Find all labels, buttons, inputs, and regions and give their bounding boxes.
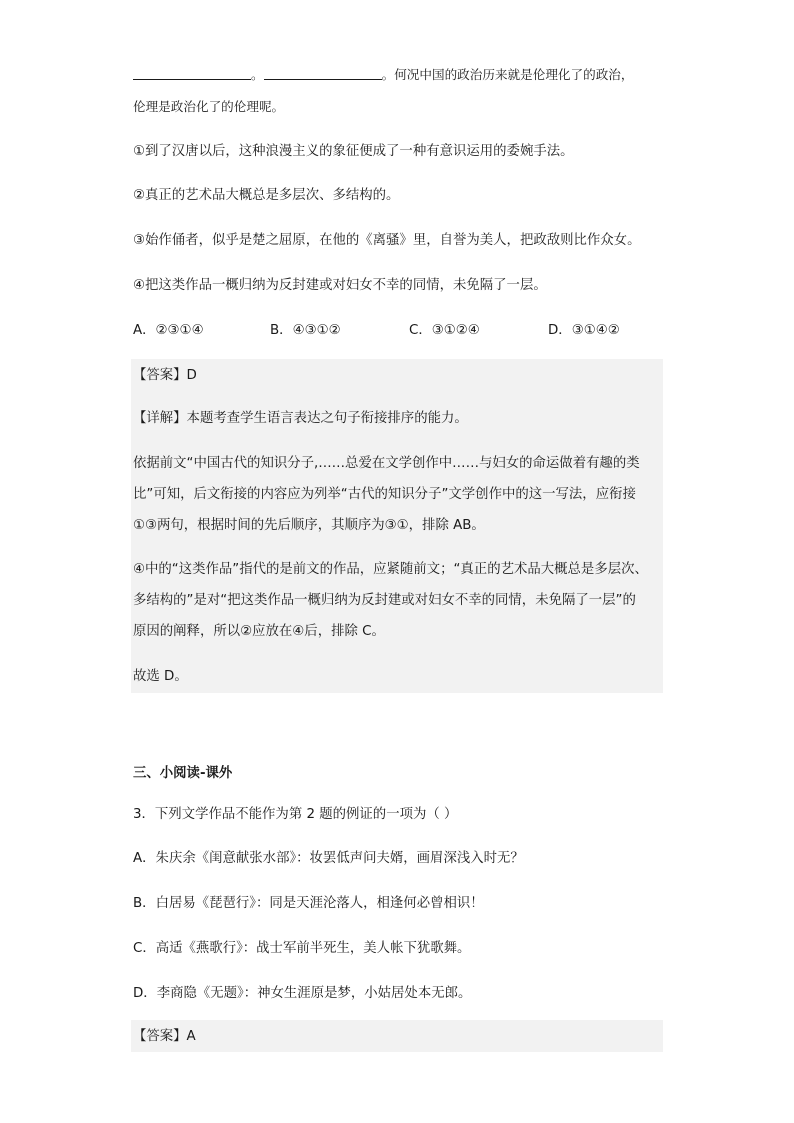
answer-label: 【答案】D <box>133 368 197 383</box>
section-heading: 三、小阅读-课外 <box>133 766 233 781</box>
explanation-line: ④中的“这类作品”指代的是前文的作品，应紧随前文；“真正的艺术品大概总是多层次、 <box>133 562 648 577</box>
q3-option-c: C．高适《燕歌行》：战士军前半死生，美人帐下犹歌舞。 <box>133 941 471 956</box>
answer-blank-2 <box>264 66 382 80</box>
option-d: D．③①④② <box>548 323 620 338</box>
q3-option-a: A．朱庆余《闺意献张水部》：妆罢低声问夫婿，画眉深浅入时无？ <box>133 851 524 866</box>
explanation-line: 原因的阐释，所以②应放在④后，排除 C。 <box>133 624 385 639</box>
sentence-1: ①到了汉唐以后，这种浪漫主义的象征便成了一种有意识运用的委婉手法。 <box>133 144 574 159</box>
answer-blank-1 <box>133 66 251 80</box>
sentence-4: ④把这类作品一概归纳为反封建或对妇女不幸的同情，未免隔了一层。 <box>133 278 547 293</box>
explanation-line: ①③两句，根据时间的先后顺序，其顺序为③①，排除 AB。 <box>133 518 485 533</box>
sentence-2: ②真正的艺术品大概总是多层次、多结构的。 <box>133 188 400 203</box>
q3-option-d: D．李商隐《无题》：神女生涯原是梦，小姑居处本无郎。 <box>133 986 472 1001</box>
sentence-3: ③始作俑者，似乎是楚之屈原，在他的《离骚》里，自誉为美人，把政敌则比作众女。 <box>133 233 641 248</box>
intro-text: 。何况中国的政治历来就是伦理化了的政治， <box>381 67 634 82</box>
option-b: B．④③①② <box>270 323 341 338</box>
explanation-line: 多结构的”是对“把这类作品一概归纳为反封建或对妇女不幸的同情，未免隔了一层”的 <box>133 593 636 608</box>
option-a: A．②③①④ <box>133 323 204 338</box>
explanation-line: 比”可知，后文衔接的内容应为列举“古代的知识分子”文学创作中的这一写法，应衔接 <box>133 487 636 502</box>
option-c: C．③①②④ <box>409 323 480 338</box>
q2-options <box>133 320 663 342</box>
q3-option-b: B．白居易《琵琶行》：同是天涯沦落人，相逢何必曾相识！ <box>133 896 484 911</box>
conclusion: 故选 D。 <box>133 669 188 684</box>
answer-label-3: 【答案】A <box>133 1029 196 1044</box>
answer-block-3 <box>131 1020 663 1052</box>
blank-separator: 。 <box>251 67 264 82</box>
intro-line-1 <box>133 64 633 86</box>
question-3: 3．下列文学作品不能作为第 2 题的例证的一项为（ ） <box>133 807 458 822</box>
explanation-line: 依据前文“中国古代的知识分子,……总爱在文学创作中……与妇女的命运做着有趣的类 <box>133 456 640 471</box>
detail-title: 【详解】本题考查学生语言表达之句子衔接排序的能力。 <box>133 411 468 426</box>
intro-line-2: 伦理是政治化了的伦理呢。 <box>133 99 285 114</box>
